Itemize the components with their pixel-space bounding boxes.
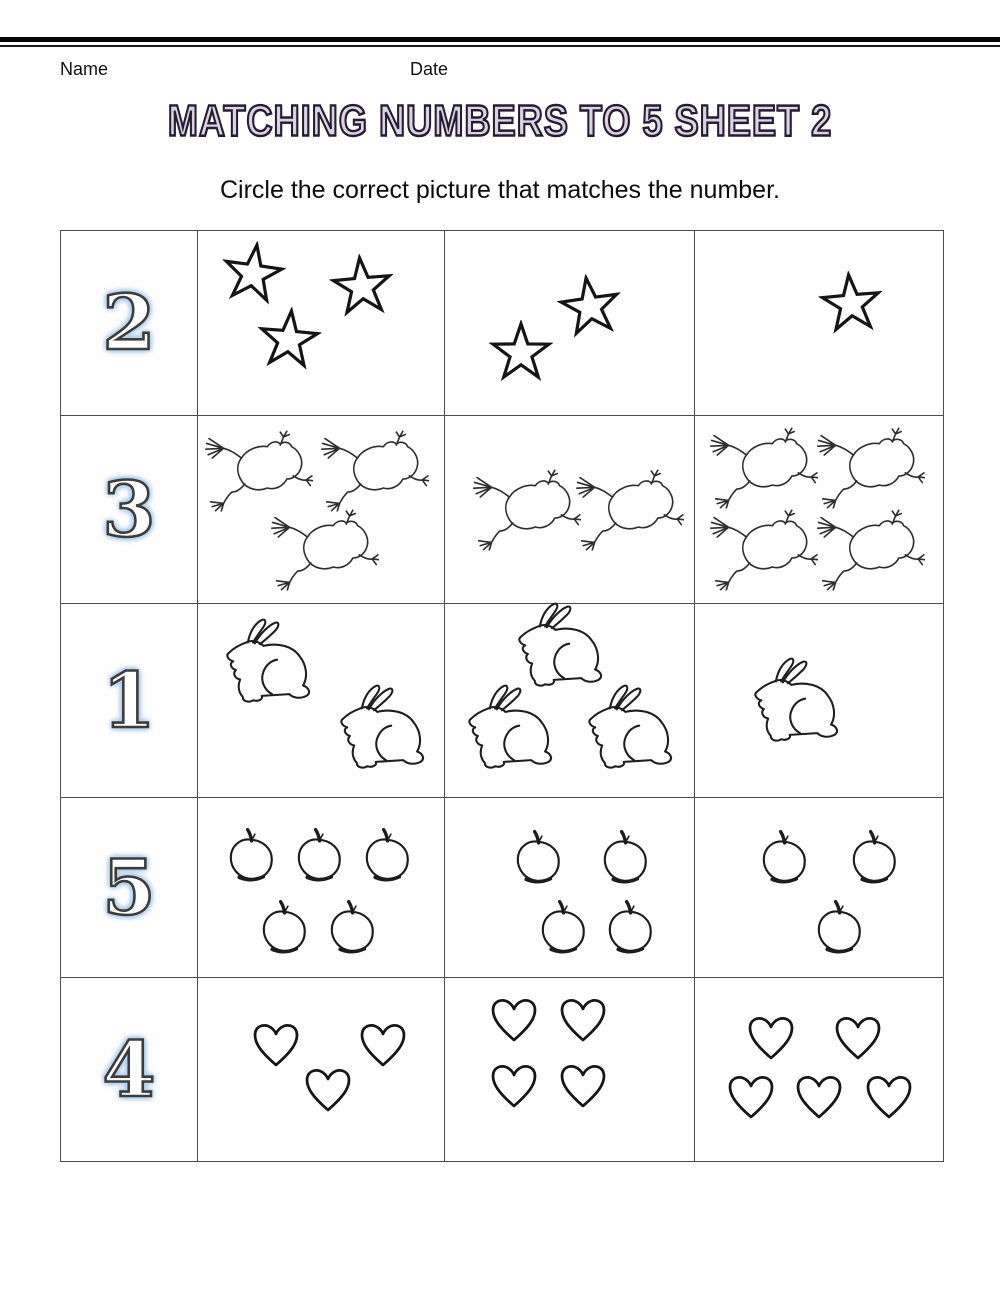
- star-icon: [217, 237, 289, 309]
- frog-icon: [315, 430, 429, 511]
- matching-table: [60, 230, 944, 1162]
- picture-cell-r1c1[interactable]: [198, 231, 445, 416]
- number-cell-4: [61, 978, 198, 1161]
- picture-cell-r3c3[interactable]: [695, 604, 943, 798]
- picture-cell-r2c3[interactable]: [695, 416, 943, 604]
- heart-icon: [302, 1066, 354, 1116]
- apple-icon: [223, 827, 279, 885]
- instruction-text: Circle the correct picture that matches the number.: [220, 176, 780, 204]
- number-cell-3: [61, 416, 198, 604]
- apple-icon: [756, 829, 812, 887]
- star-icon: [554, 269, 626, 341]
- rabbit-icon: [572, 683, 684, 778]
- heart-icon: [557, 996, 609, 1046]
- frog-icon: [199, 430, 313, 511]
- name-label: Name: [60, 59, 109, 79]
- apple-icon: [811, 899, 867, 957]
- heart-icon: [488, 1062, 540, 1112]
- page-title: MATCHING NUMBERS TO 5 SHEET 2: [167, 97, 833, 146]
- frog-icon: [265, 510, 379, 591]
- number-cell-5: [61, 798, 198, 978]
- frog-icon: [704, 510, 818, 591]
- picture-cell-r5c2[interactable]: [445, 978, 695, 1161]
- heart-icon: [745, 1014, 797, 1064]
- heart-icon: [557, 1062, 609, 1112]
- picture-cell-r4c3[interactable]: [695, 798, 943, 978]
- table-row: [61, 604, 943, 798]
- apple-icon: [535, 899, 591, 957]
- picture-cell-r5c3[interactable]: [695, 978, 943, 1161]
- bubble-number: 4: [102, 1024, 156, 1114]
- apple-icon: [291, 827, 347, 885]
- heart-icon: [725, 1073, 777, 1123]
- bubble-number: 3: [102, 464, 156, 554]
- picture-cell-r2c1[interactable]: [198, 416, 445, 604]
- apple-icon: [597, 829, 653, 887]
- frog-icon: [811, 510, 925, 591]
- heart-icon: [863, 1073, 915, 1123]
- top-rule-thin: [0, 45, 1000, 47]
- rabbit-icon: [738, 656, 850, 751]
- apple-icon: [510, 829, 566, 887]
- number-cell-1: [61, 604, 198, 798]
- table-row: [61, 416, 943, 604]
- picture-cell-r5c1[interactable]: [198, 978, 445, 1161]
- heart-icon: [357, 1021, 409, 1071]
- date-label: Date: [410, 59, 449, 79]
- bubble-number: 5: [102, 842, 156, 932]
- bubble-number: 1: [102, 655, 156, 745]
- picture-cell-r3c1[interactable]: [198, 604, 445, 798]
- picture-cell-r2c2[interactable]: [445, 416, 695, 604]
- bubble-number: 2: [102, 278, 156, 367]
- star-icon: [816, 268, 885, 337]
- rabbit-icon: [452, 683, 564, 778]
- apple-icon: [324, 899, 380, 957]
- heart-icon: [488, 996, 540, 1046]
- frog-icon: [704, 427, 818, 508]
- top-rule-thick: [0, 37, 1000, 42]
- number-cell-2: [61, 231, 198, 416]
- picture-cell-r1c2[interactable]: [445, 231, 695, 416]
- rabbit-icon: [502, 600, 614, 695]
- apple-icon: [359, 827, 415, 885]
- table-row: [61, 231, 943, 416]
- picture-cell-r3c2[interactable]: [445, 604, 695, 798]
- rabbit-icon: [324, 683, 436, 778]
- apple-icon: [602, 899, 658, 957]
- picture-cell-r1c3[interactable]: [695, 231, 943, 416]
- table-row: [61, 978, 943, 1161]
- frog-icon: [570, 470, 684, 551]
- frog-icon: [467, 470, 581, 551]
- picture-cell-r4c1[interactable]: [198, 798, 445, 978]
- apple-icon: [256, 899, 312, 957]
- heart-icon: [793, 1073, 845, 1123]
- table-row: [61, 798, 943, 978]
- apple-icon: [846, 829, 902, 887]
- heart-icon: [250, 1021, 302, 1071]
- star-icon: [328, 251, 397, 320]
- picture-cell-r4c2[interactable]: [445, 798, 695, 978]
- heart-icon: [832, 1014, 884, 1064]
- rabbit-icon: [210, 616, 322, 711]
- frog-icon: [811, 427, 925, 508]
- star-icon: [254, 305, 323, 374]
- star-icon: [489, 320, 553, 384]
